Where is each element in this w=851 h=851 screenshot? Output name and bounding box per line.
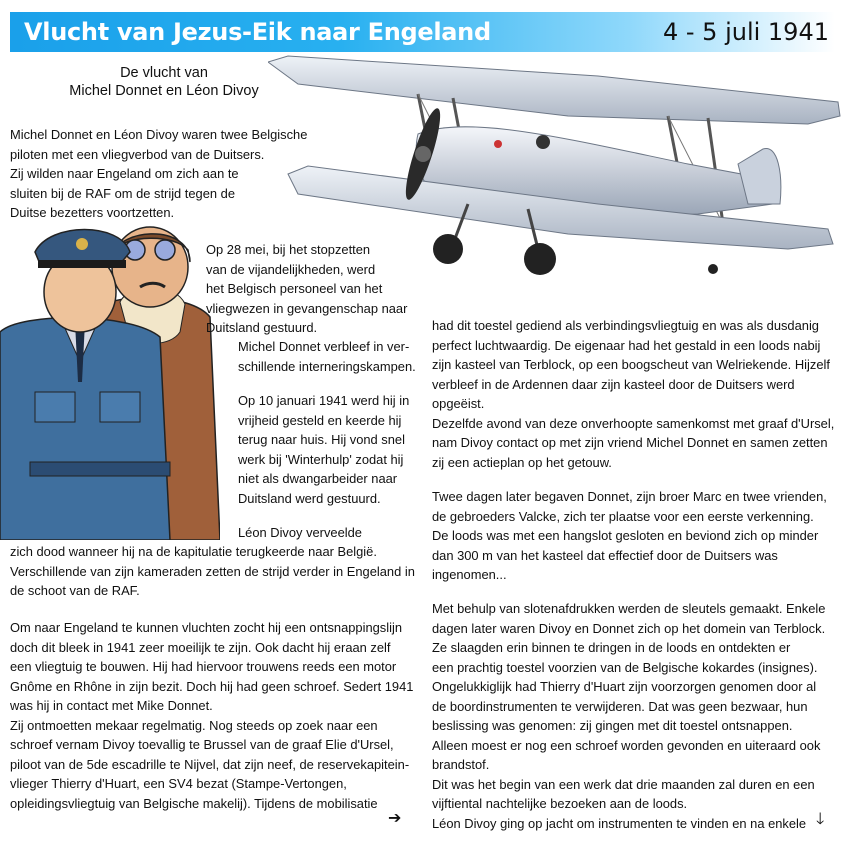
- col2-paragraph-2: [432, 487, 827, 585]
- text-line: had dit toestel gediend als verbindingsvliegtuig en was als dusdanig: [432, 318, 819, 333]
- text-line: schroef vernam Divoy toevallig te Brussel van de graaf Elie d'Ursel,: [10, 737, 394, 752]
- text-line: vrijheid gesteld en keerde hij: [238, 412, 402, 428]
- text-line: Ongelukkiglijk had Thierry d'Huart zijn voorzorgen genomen door al: [432, 679, 817, 694]
- text-line: Zij wilden naar Engeland om zich aan te: [10, 166, 239, 181]
- text-line: Dezelfde avond van deze onverhoopte samenkomst met graaf d'Ursel,: [432, 415, 835, 431]
- text-line: De loods was met een hangslot gesloten en beviond zich op minder: [432, 528, 819, 543]
- text-line: werk bij 'Winterhulp' zodat hij: [238, 451, 404, 467]
- text-line: brandstof.: [432, 757, 490, 772]
- page-title: Vlucht van Jezus-Eik naar Engeland: [24, 18, 491, 46]
- title-banner: [10, 12, 835, 52]
- subtitle-line-2: Michel Donnet en Léon Divoy: [69, 83, 259, 99]
- text-line: niet als dwangarbeider naar: [238, 471, 398, 486]
- text-line: het Belgisch personeel van het: [206, 281, 383, 296]
- text-line: Gnôme en Rhône in zijn bezit. Doch hij had geen schroef. Sedert 1941: [10, 678, 414, 694]
- text-line: Dit was het begin van een werk dat drie maanden zal duren en een: [432, 776, 815, 792]
- text-line: opleidingsvliegtuig van Belgische makelij). Tijdens de mobilisatie: [10, 795, 378, 811]
- text-line: de boordinstrumenten te verwijderen. Dat was geen bezwaar, hun: [432, 698, 808, 714]
- text-line: zich dood wanneer hij na de kapitulatie terugkeerde naar België.: [10, 544, 377, 559]
- col1-paragraph-3: [238, 337, 416, 376]
- text-line: was hij in contact met Mike Donnet.: [10, 698, 213, 713]
- text-line: Duitse bezetters voortzetten.: [10, 205, 175, 220]
- text-line: Met behulp van slotenafdrukken werden de sleutels gemaakt. Enkele: [432, 601, 826, 616]
- text-line: dan 300 m van het kasteel dat effectief door de Duitsers was: [432, 547, 778, 563]
- text-line: een vliegtuig te bouwen. Hij had hiervoor trouwens reeds een motor: [10, 659, 397, 674]
- text-line: opgeëist.: [432, 396, 485, 411]
- text-line: van de vijandelijkheden, werd: [206, 261, 376, 277]
- col1-paragraph-6: [10, 618, 413, 813]
- text-line: Twee dagen later begaven Donnet, zijn broer Marc en twee vrienden,: [432, 489, 827, 504]
- text-line: Léon Divoy ging op jacht om instrumenten te vinden en na enkele: [432, 815, 807, 831]
- text-line: de schoot van de RAF.: [10, 583, 140, 598]
- text-line: dagen later waren Divoy en Donnet zich op het domein van Terblock.: [432, 620, 826, 636]
- text-line: Op 28 mei, bij het stopzetten: [206, 242, 371, 257]
- text-line: vlieger Thierry d'Huart, een SV4 bezat (Stampe-Vertongen,: [10, 776, 347, 791]
- col2-paragraph-1: [432, 316, 834, 472]
- text-line: Op 10 januari 1941 werd hij in: [238, 393, 410, 408]
- text-line: Michel Donnet en Léon Divoy waren twee Belgische: [10, 127, 308, 142]
- text-line: verbleef in de Ardennen daar zijn kasteel door de Duitsers werd: [432, 376, 795, 392]
- col2-paragraph-3: [432, 599, 825, 833]
- subtitle-line-1: De vlucht van: [120, 65, 208, 81]
- text-line: terug naar huis. Hij vond snel: [238, 432, 405, 447]
- text-line: Michel Donnet verbleef in ver-: [238, 339, 410, 354]
- text-line: Duitsland gestuurd.: [206, 320, 318, 335]
- continue-arrow-right-icon: ➔: [388, 810, 402, 827]
- text-line: Verschillende van zijn kameraden zetten de strijd verder in Engeland in: [10, 563, 415, 579]
- text-line: Ze slaagden erin binnen te dringen in de loods en ontdekten er: [432, 640, 791, 655]
- text-line: Zij ontmoetten mekaar regelmatig. Nog steeds op zoek naar een: [10, 717, 378, 733]
- page-date: 4 - 5 juli 1941: [662, 18, 829, 46]
- col1-paragraph-2: [206, 240, 407, 338]
- text-line: Léon Divoy verveelde: [238, 525, 362, 540]
- pilots-illustration: [0, 222, 220, 540]
- text-line: vliegwezen in gevangenschap naar: [206, 300, 408, 316]
- col1-paragraph-5: [10, 542, 415, 601]
- text-line: beslissing was genomen: zij gingen met dit toestel ontsnappen.: [432, 718, 793, 733]
- text-line: piloot van de 5de escadrille te Nijvel, dat zijn neef, de reservekapitein-: [10, 756, 410, 772]
- text-line: sluiten bij de RAF om de strijd tegen de: [10, 185, 235, 201]
- text-line: doch dit bleek in 1941 zeer moeilijk te zijn. Ook dacht hij eraan zelf: [10, 639, 391, 655]
- text-line: perfect luchtwaardig. De eigenaar had het gestald in een loods nabij: [432, 337, 821, 353]
- text-line: nam Divoy contact op met zijn vriend Michel Donnet en samen zetten: [432, 435, 828, 450]
- text-line: zijn kasteel van Terblock, op een boogscheut van Welriekende. Hijzelf: [432, 357, 830, 372]
- text-line: Alleen moest er nog een schroef worden gevonden en uiteraard ook: [432, 737, 821, 753]
- text-line: zij een actieplan op het getouw.: [432, 454, 612, 470]
- text-line: Duitsland werd gestuurd.: [238, 490, 381, 506]
- text-line: de gebroeders Valcke, zich ter plaatse voor een eerste verkenning.: [432, 508, 814, 524]
- text-line: Om naar Engeland te kunnen vluchten zocht hij een ontsnappingslijn: [10, 620, 402, 635]
- col1-paragraph-1: [10, 125, 307, 223]
- text-line: ingenomen...: [432, 567, 507, 582]
- continue-arrow-down-icon: 🡓: [816, 811, 825, 828]
- text-line: een prachtig toestel voorzien van de Belgische kokardes (insignes).: [432, 659, 818, 675]
- col1-paragraph-5-start: [238, 523, 362, 543]
- col1-paragraph-4: [238, 391, 409, 508]
- text-line: piloten met een vliegverbod van de Duitsers.: [10, 146, 265, 162]
- text-line: vijftiental nachtelijke bezoeken aan de loods.: [432, 796, 688, 811]
- text-line: schillende interneringskampen.: [238, 358, 416, 374]
